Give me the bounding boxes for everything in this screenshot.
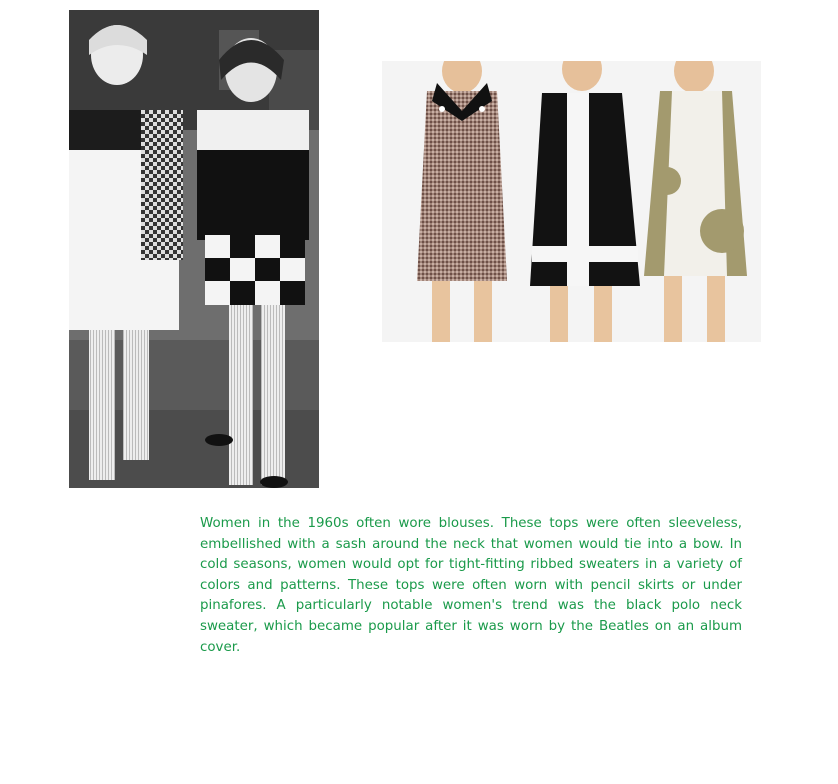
runway-photo-illustration — [69, 10, 319, 488]
mod-dresses-illustration — [382, 61, 761, 342]
caption-paragraph: Women in the 1960s often wore blouses. These tops were often sleeveless, embellished with a sash around the neck that women would tie into a bow. In cold seasons, women would opt for tight-fitting ribbed sweaters in a variety of colors and patterns. These tops were often worn with pencil skirts or under pinafores. A particularly notable women's trend was the black polo neck sweater, which became popular after it was worn by the Beatles on an album cover. — [200, 516, 742, 655]
mod-dresses-photo — [382, 61, 761, 342]
runway-photo — [69, 10, 319, 488]
